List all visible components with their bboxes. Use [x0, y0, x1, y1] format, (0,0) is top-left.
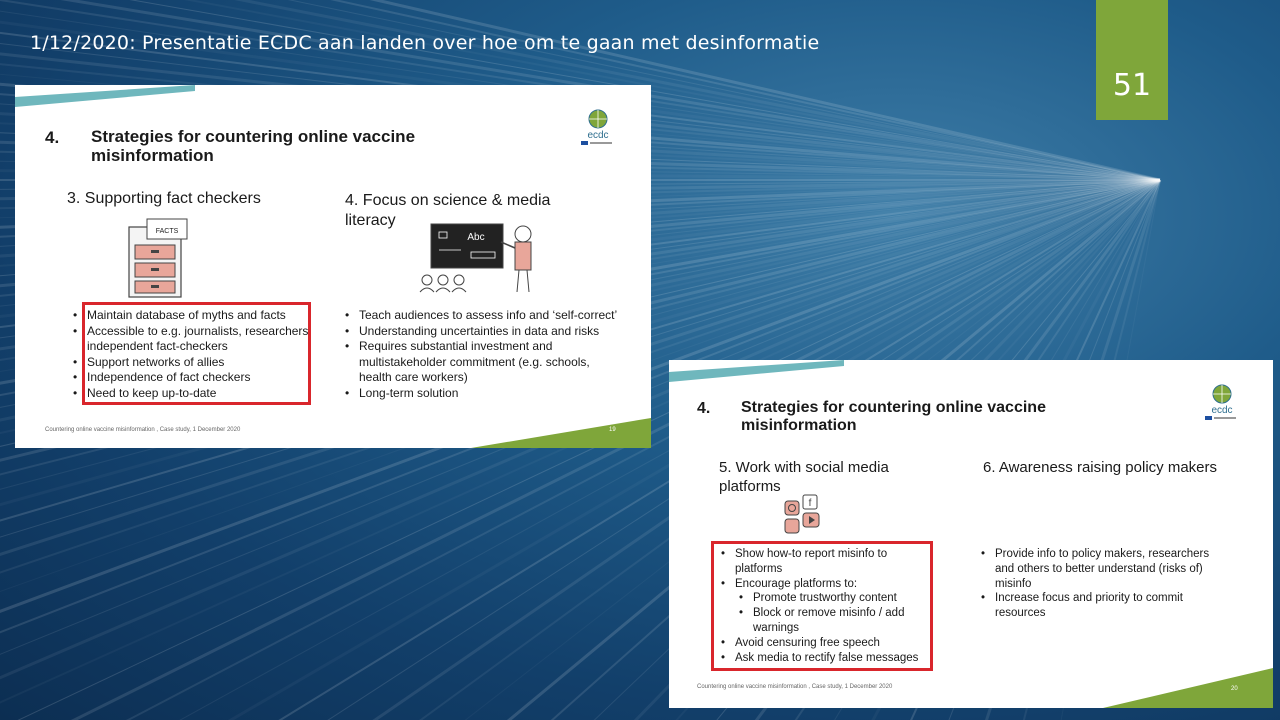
section-title-fact-checkers: 3. Supporting fact checkers	[67, 190, 261, 207]
ecdc-logo-text: ecdc	[1211, 405, 1233, 416]
teal-accent-stripe	[669, 360, 844, 382]
svg-text:f: f	[808, 498, 812, 509]
filing-cabinet-icon	[123, 217, 193, 299]
slide-thumbnail-19	[15, 85, 651, 448]
policy-makers-bullets	[981, 547, 1231, 621]
list-item: • Avoid censuring free speech	[721, 636, 935, 651]
section-title-social-media: 5. Work with social media platforms	[719, 459, 889, 495]
science-literacy-bullets	[345, 308, 625, 401]
teacher-blackboard-icon	[401, 220, 551, 302]
heading-number: 4.	[697, 400, 711, 417]
section-title-science-literacy: 4. Focus on science & media literacy	[345, 192, 551, 229]
slide-number: 19	[609, 427, 616, 433]
list-item: • Requires substantial investment and multistakeholder commitment (e.g. schools, health care workers)	[345, 339, 625, 386]
list-item: • Teach audiences to assess info and ‘self-correct’	[345, 308, 625, 324]
list-item: • Need to keep up-to-date	[73, 386, 313, 402]
heading-title: Strategies for countering online vaccine misinformation	[741, 399, 1046, 434]
highlight-box	[82, 302, 311, 405]
list-item: • Accessible to e.g. journalists, researchers, independent fact-checkers	[73, 324, 313, 355]
list-item: • Promote trustworthy content	[721, 591, 935, 606]
list-item: • Understanding uncertainties in data and risks	[345, 324, 625, 340]
list-item: • Encourage platforms to:	[721, 577, 935, 592]
slide-footer: Countering online vaccine misinformation , Case study, 1 December 2020	[45, 427, 241, 433]
list-item: • Ask media to rectify false messages	[721, 651, 935, 666]
list-item: • Support networks of allies	[73, 355, 313, 371]
green-accent-stripe	[471, 418, 651, 448]
highlight-box	[711, 541, 933, 671]
heading-number: 4.	[45, 128, 60, 147]
drawer-label: FACTS	[155, 228, 179, 235]
slide-thumbnail-20	[669, 360, 1273, 708]
list-item: • Independence of fact checkers	[73, 370, 313, 386]
green-accent-stripe	[1103, 668, 1273, 708]
teal-accent-stripe	[15, 85, 195, 107]
list-item: • Block or remove misinfo / add warnings	[721, 606, 935, 636]
list-item: • Maintain database of myths and facts	[73, 308, 313, 324]
page-number: 51	[1112, 68, 1152, 103]
list-item: • Long-term solution	[345, 386, 625, 402]
ecdc-logo-icon	[1197, 382, 1247, 422]
list-item: • Provide info to policy makers, researchers and others to better understand (risks of) misinfo	[981, 547, 1231, 591]
ecdc-logo-icon	[573, 107, 623, 147]
list-item: • Increase focus and priority to commit resources	[981, 591, 1231, 621]
list-item: • Show how-to report misinfo to platforms	[721, 547, 935, 577]
ecdc-logo-text: ecdc	[587, 130, 609, 141]
slide-number: 20	[1231, 686, 1238, 692]
blackboard-text: Abc	[467, 232, 485, 243]
heading-title: Strategies for countering online vaccine misinformation	[91, 127, 416, 165]
section-title-policy-makers: 6. Awareness raising policy makers	[983, 459, 1217, 476]
slide-footer: Countering online vaccine misinformation , Case study, 1 December 2020	[697, 684, 893, 690]
social-media-icons	[781, 493, 831, 535]
page-number-box	[1096, 0, 1168, 120]
page-title: 1/12/2020: Presentatie ECDC aan landen over hoe om te gaan met desinformatie	[30, 32, 820, 54]
